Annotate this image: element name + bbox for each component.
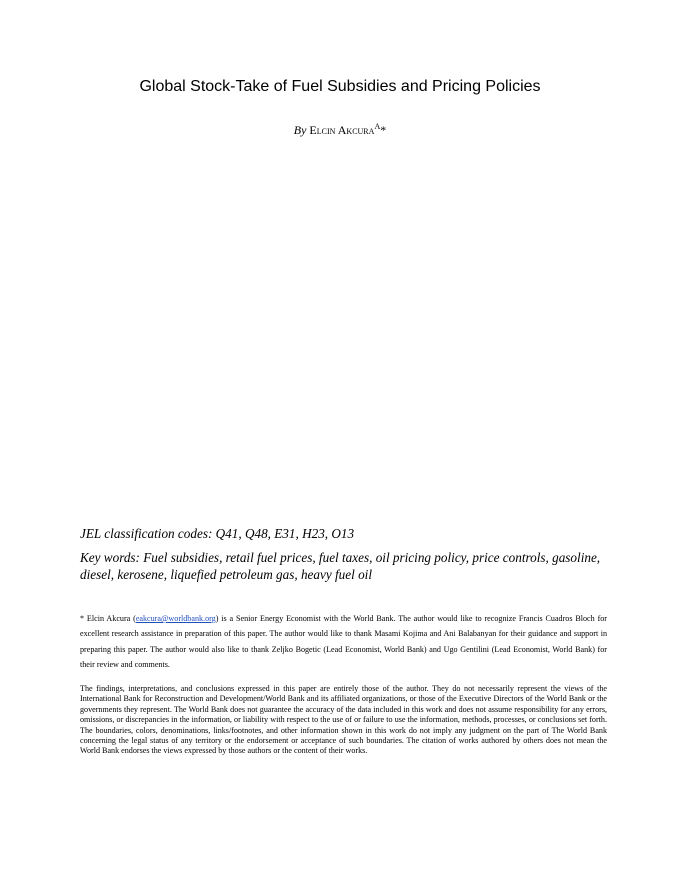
jel-codes: JEL classification codes: Q41, Q48, E31, H23, O13 <box>80 526 355 541</box>
footnote-text: ) is a Senior Energy Economist with the World Bank. The author would like to recognize Francis Cuadros Bloch for excellent research assistance in preparation of this paper. The author would like to thank Masami Kojima and Ani Balabanyan for their guidance and support in preparing this paper. The author would also like to thank Zeljko Bogetic (Lead Economist, World Bank) and Ugo Gentilini (Lead Economist, World Bank) for their review and comments. <box>80 614 608 670</box>
author-footnote-marker: * <box>380 123 387 137</box>
paper-title: Global Stock-Take of Fuel Subsidies and Pricing Policies <box>139 78 541 95</box>
author-name: Elcin Akcura <box>309 123 375 137</box>
author-affiliation-marker: A <box>374 122 381 131</box>
author-email-link[interactable]: eakcura@worldbank.org <box>135 614 216 623</box>
disclaimer: The findings, interpretations, and conclusions expressed in this paper are entirely those of the author. They do not necessarily represent the views of the International Bank for Reconstruction and Development/World Bank and its affiliated organizations, or those of the Executive Directors of the World Bank or the governments they represent. The World Bank does not guarantee the accuracy of the data included in this work and does not assume responsibility for any errors, omissions, or discrepancies in the information, or liability with respect to the use of or failure to use the information, methods, processes, or conclusions set forth. The boundaries, colors, denominations, links/footnotes, and other information shown in this work do not imply any judgment on the part of The World Bank concerning the legal status of any territory or the endorsement or acceptance of such boundaries. The citation of works authored by others does not mean the World Bank endorses the views expressed by those authors or the content of their works. <box>80 684 607 756</box>
keywords: Key words: Fuel subsidies, retail fuel prices, fuel taxes, oil pricing policy, price controls, gasoline, diesel, kerosene, liquefied petroleum gas, heavy fuel oil <box>80 550 601 582</box>
byline <box>0 123 680 138</box>
footnote-prefix: * Elcin Akcura ( <box>80 614 136 623</box>
byline-by: By <box>293 123 307 137</box>
author-footnote <box>80 611 607 673</box>
